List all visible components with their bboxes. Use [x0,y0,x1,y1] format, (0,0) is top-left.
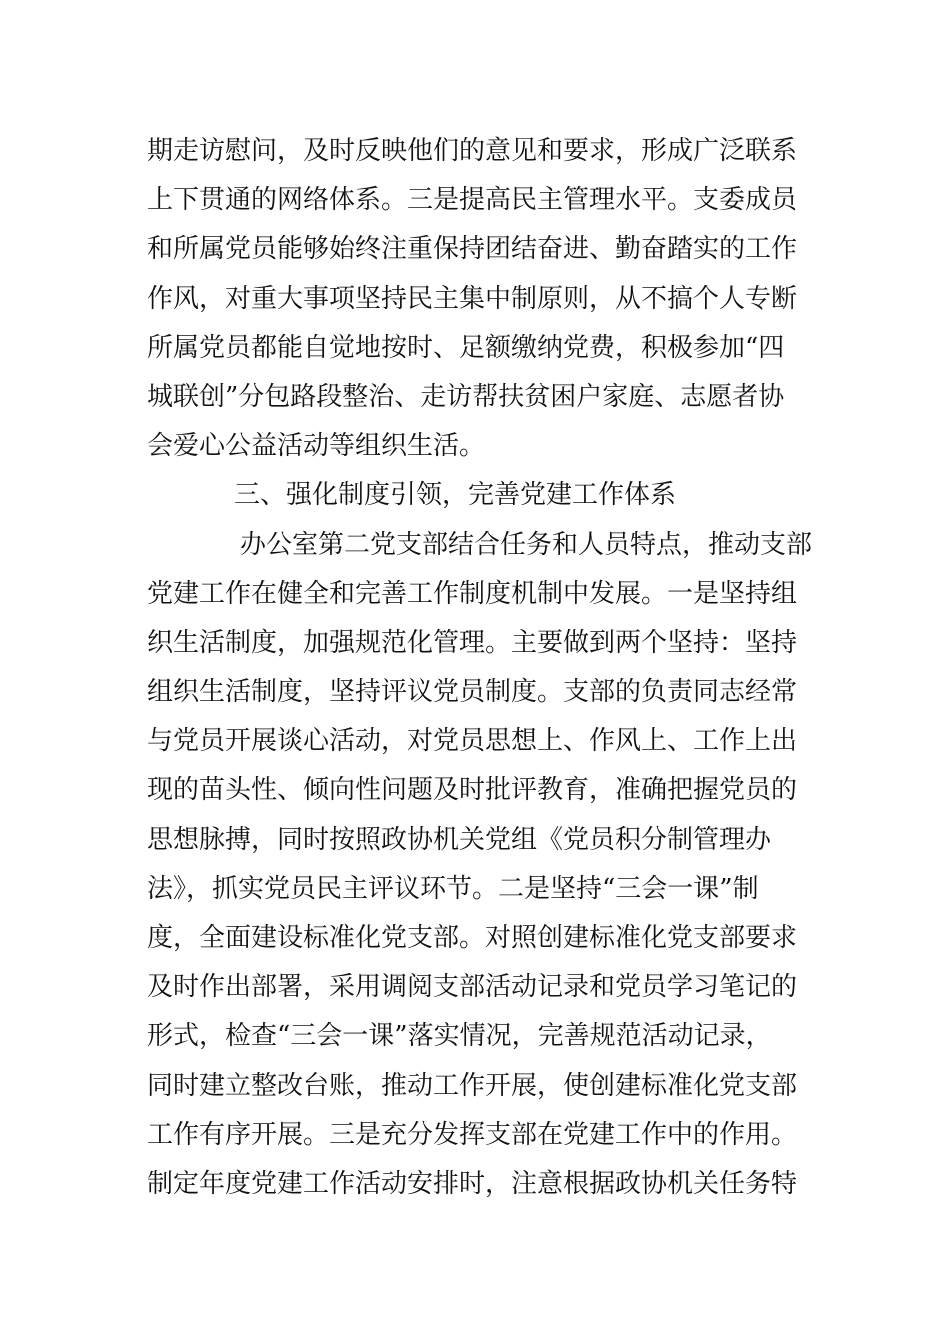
text-line: 同时建立整改台账，推动工作开展，使创建标准化党支部 [147,1070,798,1101]
text-line: 及时作出部署，采用调阅支部活动记录和党员学习笔记的 [147,972,798,1003]
text-line: 会爱心公益活动等组织生活。 [147,431,486,462]
text-line: 作风，对重大事项坚持民主集中制原则，从不搞个人专断 [147,283,798,314]
text-line: 所属党员都能自觉地按时、足额缴纳党费，积极参加“四 [147,332,785,363]
text-line: 组织生活制度，坚持评议党员制度。支部的负责同志经常 [147,677,798,708]
document-body [147,127,817,1209]
text-line: 工作有序开展。三是充分发挥支部在党建工作中的作用。 [147,1119,798,1150]
text-line: 法》，抓实党员民主评议环节。二是坚持“三会一课”制 [147,873,759,904]
section-heading: 三、强化制度引领，完善党建工作体系 [234,480,677,511]
text-line: 城联创”分包路段整治、走访帮扶贫困户家庭、志愿者协 [147,381,785,412]
paragraph-first-line: 办公室第二党支部结合任务和人员特点，推动支部 [240,529,813,560]
text-line: 形式，检查“三会一课”落实情况，完善规范活动记录， [147,1021,772,1052]
text-line: 制定年度党建工作活动安排时，注意根据政协机关任务特 [147,1168,798,1199]
text-line: 与党员开展谈心活动，对党员思想上、作风上、工作上出 [147,726,798,757]
text-line: 期走访慰问，及时反映他们的意见和要求，形成广泛联系 [147,136,798,166]
text-line: 和所属党员能够始终注重保持团结奋进、勤奋踏实的工作 [147,234,798,265]
text-line: 现的苗头性、倾向性问题及时批评教育，准确把握党员的 [147,775,798,806]
text-line: 织生活制度，加强规范化管理。主要做到两个坚持：坚持 [147,627,798,658]
text-line: 党建工作在健全和完善工作制度机制中发展。一是坚持组 [147,578,798,609]
text-line: 思想脉搏，同时按照政协机关党组《党员积分制管理办 [147,824,772,855]
text-line: 上下贯通的网络体系。三是提高民主管理水平。支委成员 [147,185,798,216]
text-line: 度，全面建设标准化党支部。对照创建标准化党支部要求 [147,923,798,953]
